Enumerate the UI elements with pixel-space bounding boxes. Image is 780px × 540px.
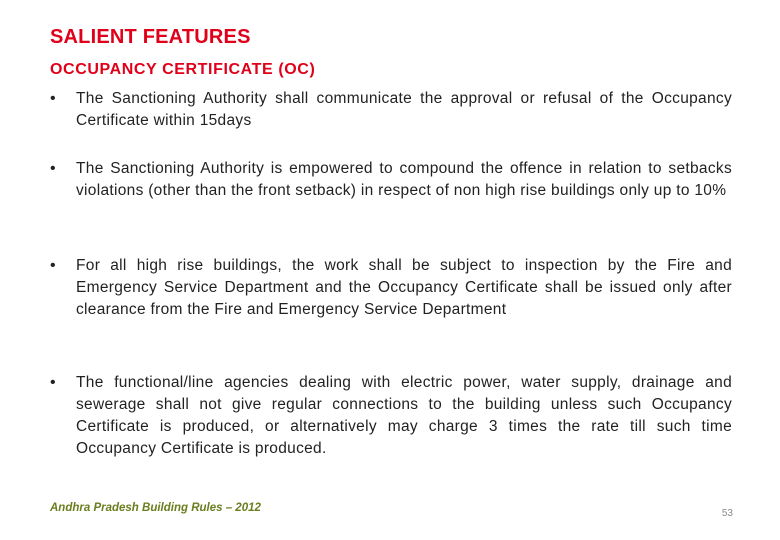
bullet-text: The Sanctioning Authority shall communicate the approval or refusal of the Occupancy Certificate within 15days — [76, 90, 732, 129]
page-number: 53 — [721, 508, 733, 519]
slide-title: SALIENT FEATURES — [50, 26, 251, 48]
bullet-text: The Sanctioning Authority is empowered to compound the offence in relation to setbacks violations (other than the front setback) in respect of non high rise buildings only up to 10% — [76, 160, 732, 199]
bullet-marker: • — [50, 374, 56, 391]
bullet-marker: • — [50, 257, 56, 274]
bullet-marker: • — [50, 160, 56, 177]
slide-subtitle: OCCUPANCY CERTIFICATE (OC) — [50, 61, 316, 78]
bullet-text: For all high rise buildings, the work shall be subject to inspection by the Fire and Emergency Service Department and the Occupancy Certificate shall be issued only after clearance from the Fire and Emergency Service Department — [76, 257, 732, 318]
bullet-marker: • — [50, 90, 56, 107]
footer-source: Andhra Pradesh Building Rules – 2012 — [50, 502, 261, 514]
bullet-text: The functional/line agencies dealing with electric power, water supply, drainage and sewerage shall not give regular connections to the building unless such Occupancy Certificate is produced, or alternatively may charge 3 times the rate till such time Occupancy Certificate is produced. — [76, 374, 732, 457]
